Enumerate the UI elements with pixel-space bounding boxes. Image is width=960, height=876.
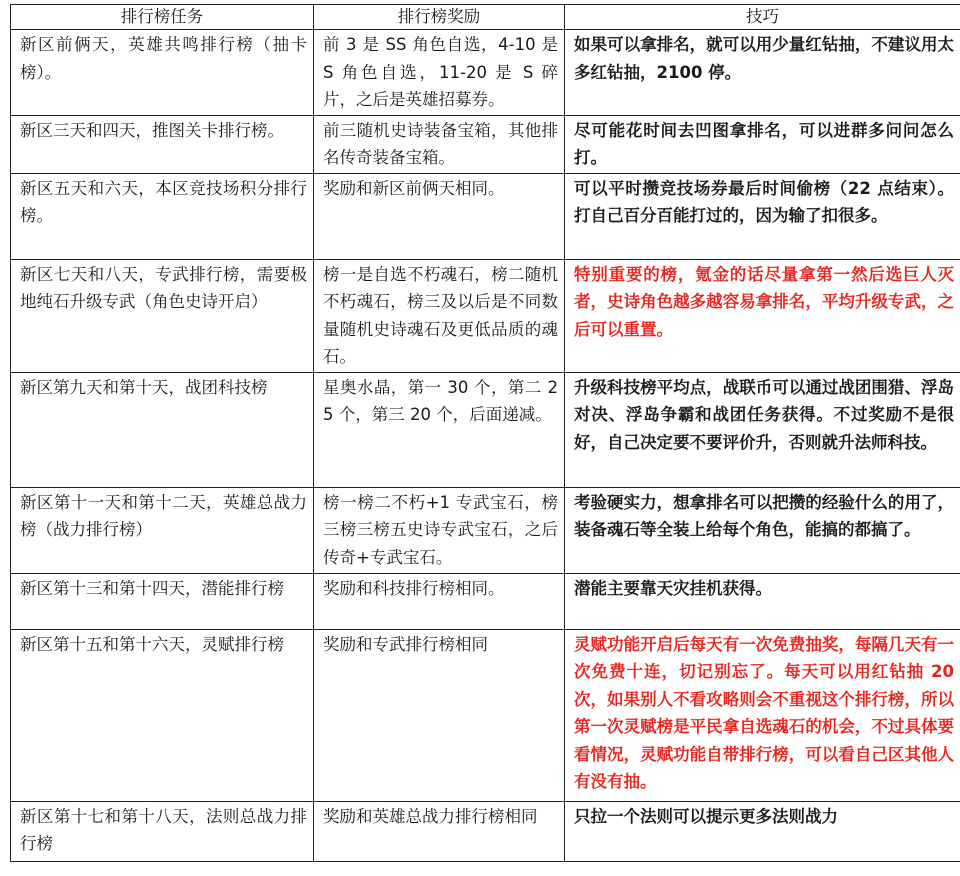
table-row	[11, 372, 960, 487]
tip-cell-highlight: 灵赋功能开启后每天有一次免费抽奖，每隔几天有一次免费十连，切记别忘了。每天可以用红钻抽 20 次，如果别人不看攻略则会不重视这个排行榜，所以第一次灵赋榜是平民拿自选魂石的机会，不过具体要看情况，灵赋功能自带排行榜，可以看自己区其他人有没有抽。	[565, 629, 960, 801]
reward-cell: 奖励和科技排行榜相同。	[314, 573, 565, 629]
header-tip: 技巧	[565, 5, 960, 30]
task-cell: 新区前俩天，英雄共鸣排行榜（抽卡榜）。	[11, 30, 314, 116]
tip-cell-highlight: 特别重要的榜，氪金的话尽量拿第一然后选巨人灭者，史诗角色越多越容易拿排名，平均升级专武，之后可以重置。	[565, 259, 960, 372]
reward-cell: 奖励和英雄总战力排行榜相同	[314, 801, 565, 861]
reward-cell: 榜一是自选不朽魂石，榜二随机不朽魂石，榜三及以后是不同数量随机史诗魂石及更低品质的魂石。	[314, 259, 565, 372]
ranking-guide-table	[10, 4, 960, 862]
task-cell: 新区第十五和第十六天，灵赋排行榜	[11, 629, 314, 801]
tip-cell: 如果可以拿排名，就可以用少量红钻抽，不建议用太多红钻抽，2100 停。	[565, 30, 960, 116]
tip-cell: 潜能主要靠天灾挂机获得。	[565, 573, 960, 629]
reward-cell: 前 3 是 SS 角色自选，4-10 是 S 角色自选，11-20 是 S 碎片，之后是英雄招募券。	[314, 30, 565, 116]
tip-cell: 可以平时攒竞技场券最后时间偷榜（22 点结束）。打自己百分百能打过的，因为输了扣很多。	[565, 173, 960, 259]
table-row	[11, 259, 960, 372]
table-row	[11, 487, 960, 573]
reward-cell: 前三随机史诗装备宝箱，其他排名传奇装备宝箱。	[314, 115, 565, 173]
table-row	[11, 629, 960, 801]
task-cell: 新区五天和六天，本区竞技场积分排行榜。	[11, 173, 314, 259]
header-task: 排行榜任务	[11, 5, 314, 30]
reward-cell: 奖励和新区前俩天相同。	[314, 173, 565, 259]
task-cell: 新区第十七和第十八天，法则总战力排行榜	[11, 801, 314, 861]
header-reward: 排行榜奖励	[314, 5, 565, 30]
reward-cell: 星奥水晶，第一 30 个，第二 25 个，第三 20 个，后面递减。	[314, 372, 565, 487]
table-row	[11, 573, 960, 629]
task-cell: 新区三天和四天，推图关卡排行榜。	[11, 115, 314, 173]
tip-cell: 只拉一个法则可以提示更多法则战力	[565, 801, 960, 861]
task-cell: 新区七天和八天，专武排行榜，需要极地纯石升级专武（角色史诗开启）	[11, 259, 314, 372]
tip-cell: 考验硬实力，想拿排名可以把攒的经验什么的用了，装备魂石等全装上给每个角色，能搞的都搞了。	[565, 487, 960, 573]
reward-cell: 奖励和专武排行榜相同	[314, 629, 565, 801]
table-row	[11, 115, 960, 173]
task-cell: 新区第十三和第十四天，潜能排行榜	[11, 573, 314, 629]
tip-cell: 升级科技榜平均点，战联币可以通过战团围猎、浮岛对决、浮岛争霸和战团任务获得。不过奖励不是很好，自己决定要不要评价升，否则就升法师科技。	[565, 372, 960, 487]
reward-cell: 榜一榜二不朽+1 专武宝石，榜三榜三榜五史诗专武宝石，之后传奇+专武宝石。	[314, 487, 565, 573]
task-cell: 新区第九天和第十天，战团科技榜	[11, 372, 314, 487]
header-row	[11, 5, 960, 30]
task-cell: 新区第十一天和第十二天，英雄总战力榜（战力排行榜）	[11, 487, 314, 573]
table-row	[11, 173, 960, 259]
table-row	[11, 801, 960, 861]
tip-cell: 尽可能花时间去凹图拿排名，可以进群多问问怎么打。	[565, 115, 960, 173]
table-row	[11, 30, 960, 116]
